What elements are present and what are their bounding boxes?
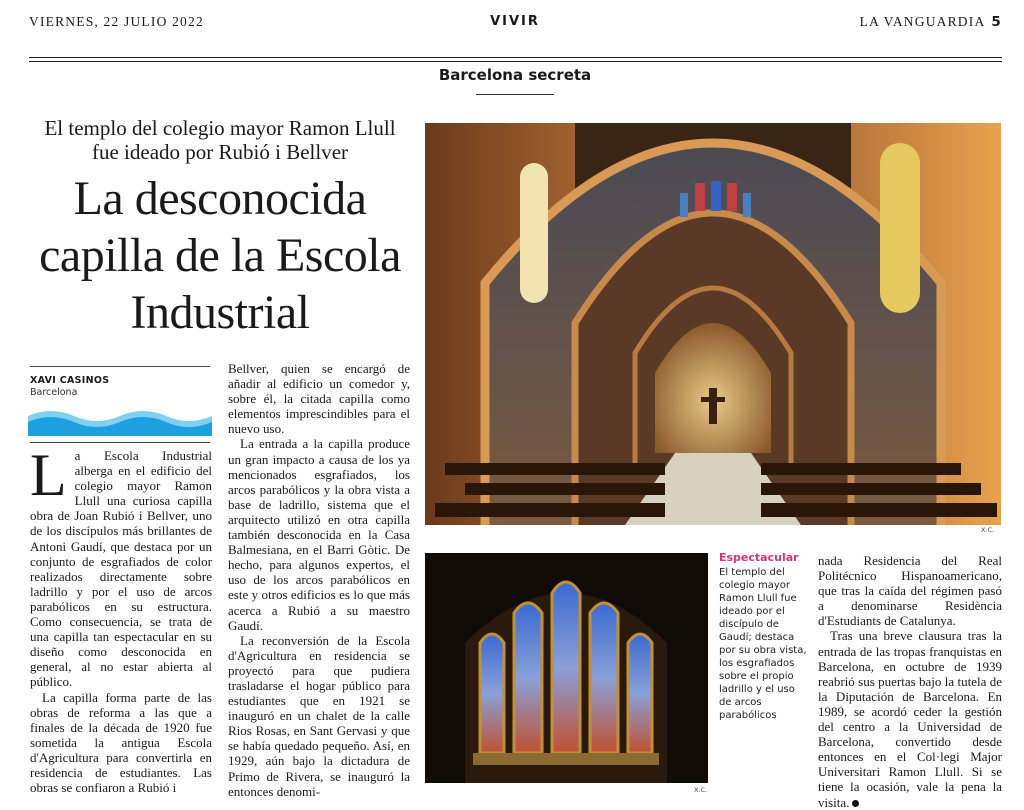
- header-rule: [29, 61, 1002, 62]
- article-kicker: El templo del colegio mayor Ramon Llull fue ideado por Rubió i Bellver: [44, 116, 396, 164]
- paragraph: La capilla forma parte de las obras de reforma a las que a finales de la década de 1920 fue sometida la antigua Escola d'Agricultura para convertirla en residencia de estudiantes. Las obras se confiaron a Rubió i: [30, 689, 212, 796]
- author-location: Barcelona: [30, 387, 78, 398]
- waves-icon: [28, 402, 212, 436]
- paragraph: La reconversión de la Escola d'Agricultura en residencia se proyectó para que pudiera trasladarse el hogar público para estudiantes que en 1921 se inauguró en un chalet de la calle Rios Rosas, en Sant Gervasi y que se había quedado pequeño. Así, en 1929, aún bajo la dictadura de Primo de Rivera, se inauguró la entonces denomi-: [228, 632, 410, 799]
- header-rule: [29, 57, 1002, 58]
- publication-name: LA VANGUARDIA: [859, 14, 986, 29]
- paragraph: Bellver, quien se encargó de añadir al edificio un comedor y, sobre él, la citada capilla como elementos imprescindibles para el nuevo uso.: [228, 361, 410, 437]
- photo-credit: X.C.: [981, 526, 995, 534]
- stained-glass-photo: [425, 553, 708, 783]
- article-column-2: [228, 361, 410, 799]
- chapel-interior-illustration: [425, 123, 1001, 525]
- chapel-interior-photo: [425, 123, 1001, 525]
- page-number: 5: [991, 14, 1002, 30]
- publication-header: [860, 14, 1002, 30]
- paragraph: La entrada a la capilla produce un gran impacto a causa de los ya mencionados esgrafiados, los arcos parabólicos y la obra vista a base de ladrillo, sistema que el arquitecto utilizó en otra capilla también desconocida en la Casa Balmesiana, en el Barri Gòtic. De hecho, para algunos expertos, el uso de los arcos parabólicos en este y otros edificios es lo que más acerca a Rubió a su maestro Gaudí.: [228, 436, 410, 633]
- caption-heading: Espectacular: [719, 551, 799, 564]
- article-column-4: [818, 553, 1002, 810]
- article-column-1: [30, 442, 212, 796]
- byline-rule: [30, 366, 210, 367]
- section-title: Barcelona secreta: [438, 66, 592, 84]
- caption-text: El templo del colegio mayor Ramon Llull fue ideado por el discípulo de Gaudí; destaca por su obra vista, los esgrafiados sobre el propio ladrillo y el uso de arcos parabólicos: [719, 567, 807, 721]
- paragraph: Tras una breve clausura tras la entrada de las tropas franquistas en Barcelona, en octubre de 1939 reabrió sus puertas bajo la tutela de la Diputación de Barcelona. En 1989, se acordó ceder la gestión del centro a la Universidad de Barcelona, convertido desde entonces en el Col·legi Major Universitari Ramon Llull. Si se tiene la ocasión, vale la pena la visita.: [818, 628, 1002, 810]
- issue-date: VIERNES, 22 JULIO 2022: [29, 14, 204, 29]
- drop-cap: L: [30, 442, 67, 508]
- photo-credit: X.C.: [694, 786, 708, 794]
- author-name: XAVI CASINOS: [30, 375, 110, 386]
- article-headline: La desconocida capilla de la Escola Industrial: [39, 172, 401, 339]
- paragraph: a Escola Industrial alberga en el edificio del colegio mayor Ramon Llull una curiosa capilla obra de Joan Rubió i Bellver, uno de los discípulos más brillantes de Antoni Gaudí, que destaca por un conjunto de esgrafiados de color realizados directamente sobre ladrillo y por el uso de arcos parabólicos en su estructura. Como consecuencia, se trata de una capilla tan espectacular en su diseño como desconocida en general, al no estar abierta al público.: [30, 448, 212, 690]
- stained-glass-illustration: [425, 553, 708, 783]
- paragraph: nada Residencia del Real Politécnico Hispanoamericano, que tras la caída del régimen pasó a denominarse Residència d'Estudiants de Catalunya.: [818, 553, 1002, 629]
- section-underline: [476, 94, 554, 95]
- section-label: VIVIR: [490, 14, 540, 29]
- end-mark-icon: [852, 800, 859, 807]
